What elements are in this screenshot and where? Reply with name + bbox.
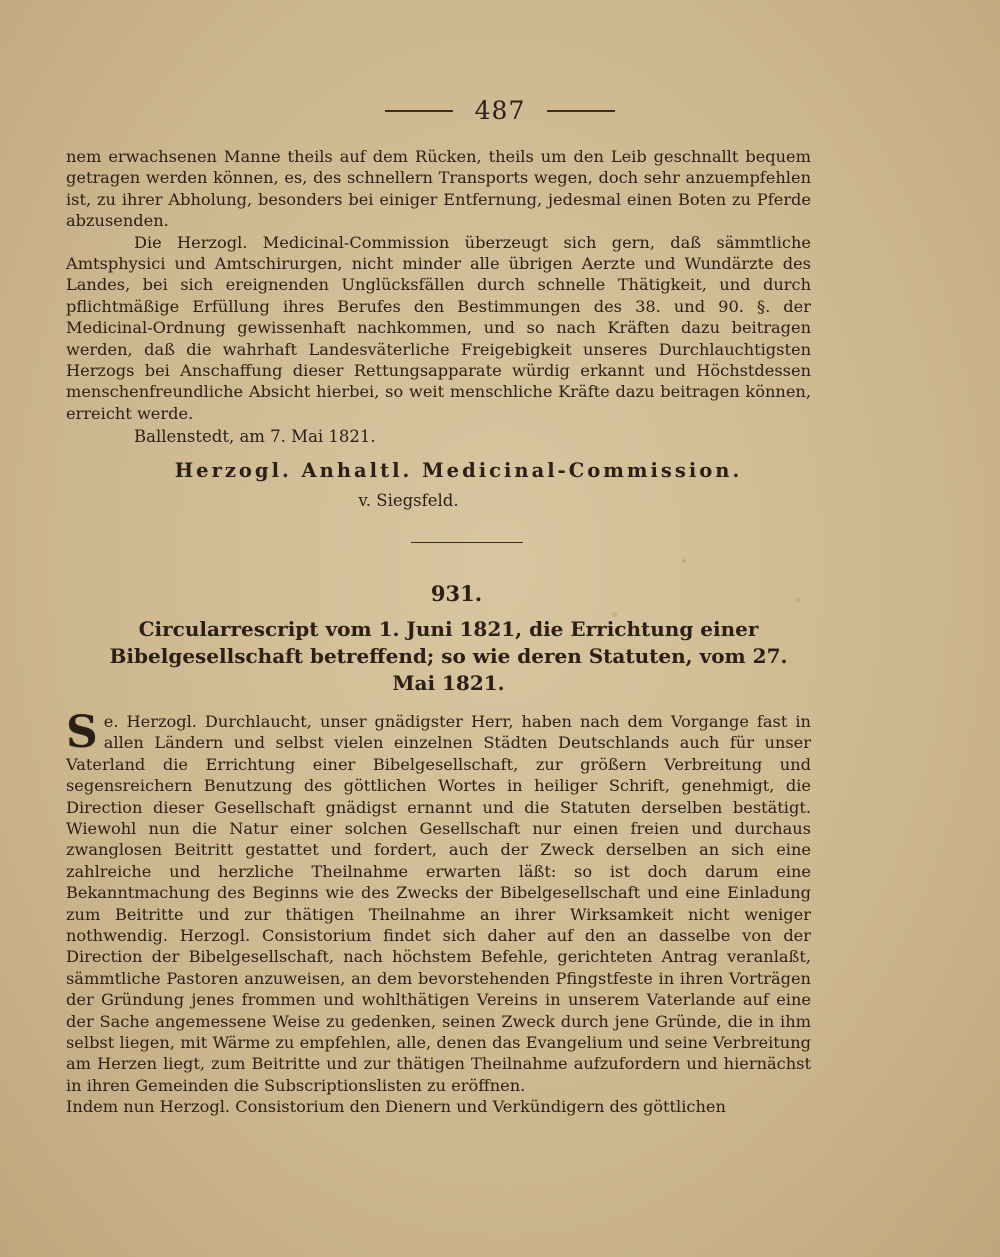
section-last-line: Indem nun Herzogl. Consistorium den Dienern und Verkündigern des göttlichen: [66, 1097, 726, 1117]
page-number: 487: [474, 96, 526, 125]
drop-cap: S: [66, 706, 98, 758]
signature: v. Siegsfeld.: [358, 491, 459, 511]
page-header: [0, 96, 1000, 125]
place-date: Ballenstedt, am 7. Mai 1821.: [134, 427, 376, 447]
paragraph-continued: nem erwachsenen Manne theils auf dem Rücken, theils um den Leib geschnallt bequem getragen werden können, es, des schnellern Transports wegen, doch sehr anzuempfehlen ist, zu ihrer Abholung, besonders bei einiger Entfernung, jedesmal einen Boten zu Pferde abzusenden.: [66, 147, 811, 231]
section-first-paragraph: [66, 706, 811, 1096]
header-rule-right: [547, 110, 615, 112]
header-rule-left: [385, 110, 453, 112]
section-body: [66, 706, 811, 1118]
page-content: [66, 146, 811, 1118]
section-number: 931.: [430, 580, 483, 606]
first-paragraph-text: e. Herzogl. Durchlaucht, unser gnädigster Herr, haben nach dem Vorgange fast in allen Ländern und selbst vielen einzelnen Städten Deutschlands auch für unser Vaterland die Errichtung einer Bibelgesellschaft, zur größern Verbreitung und segensreichern Benutzung des göttlichen Wortes in heiliger Schrift, genehmigt, die Direction dieser Gesellschaft gnädigst ernannt und die Statuten derselben bestätigt. Wiewohl nun die Natur einer solchen Gesellschaft nur einen freien und durchaus zwanglosen Beitritt gestattet und fordert, auch der Zweck derselben an sich eine zahlreiche und herzliche Theilnahme erwarten läßt: so ist doch darum eine Bekanntmachung des Beginns wie des Zwecks der Bibelgesellschaft und eine Einladung zum Beitritte und zur thätigen Theilnahme an ihrer Wirksamkeit nicht weniger nothwendig. Herzogl. Consistorium findet sich daher auf den an dasselbe von der Direction der Bibelgesellschaft, nach höchstem Befehle, gerichteten Antrag veranlaßt, sämmtliche Pastoren anzuweisen, an dem bevorstehenden Pfingstfeste in ihren Vorträgen der Gründung jenes frommen und wohlthätigen Vereins in unserem Vaterlande auf eine der Sache angemessene Weise zu gedenken, seinen Zweck durch jene Gründe, die in ihm selbst liegen, mit Wärme zu empfehlen, alle, denen das Evangelium und seine Verbreitung am Herzen liegt, zum Beitritte und zur thätigen Theilnahme aufzufordern und hiernächst in ihren Gemeinden die Subscriptionslisten zu eröffnen.: [66, 711, 811, 1095]
issuing-authority: Herzogl. Anhaltl. Medicinal-Commission.: [174, 458, 743, 482]
section-divider: [411, 542, 523, 543]
section-title: Circularrescript vom 1. Juni 1821, die Errichtung einer Bibelgesellschaft betreffend; so wie deren Statuten, vom 27. Mai 1821.: [109, 616, 788, 695]
paragraph-commission: Die Herzogl. Medicinal-Commission überzeugt sich gern, daß sämmtliche Amtsphysici und Amtschirurgen, nicht minder alle übrigen Aerzte und Wundärzte des Landes, bei sich ereignenden Unglücksfällen durch schnelle Thätigkeit, und durch pflichtmäßige Erfüllung ihres Berufes den Bestimmungen des 38. und 90. §. der Medicinal-Ordnung gewissenhaft nachkommen, und so nach Kräften dazu beitragen werden, daß die wahrhaft Landesväterliche Freigebigkeit unseres Durchlauchtigsten Herzogs bei Anschaffung dieser Rettungsapparate würdig erkannt und Höchstdessen menschenfreundliche Absicht hierbei, so weit menschliche Kräfte dazu beitragen können, erreicht werde.: [66, 232, 811, 423]
